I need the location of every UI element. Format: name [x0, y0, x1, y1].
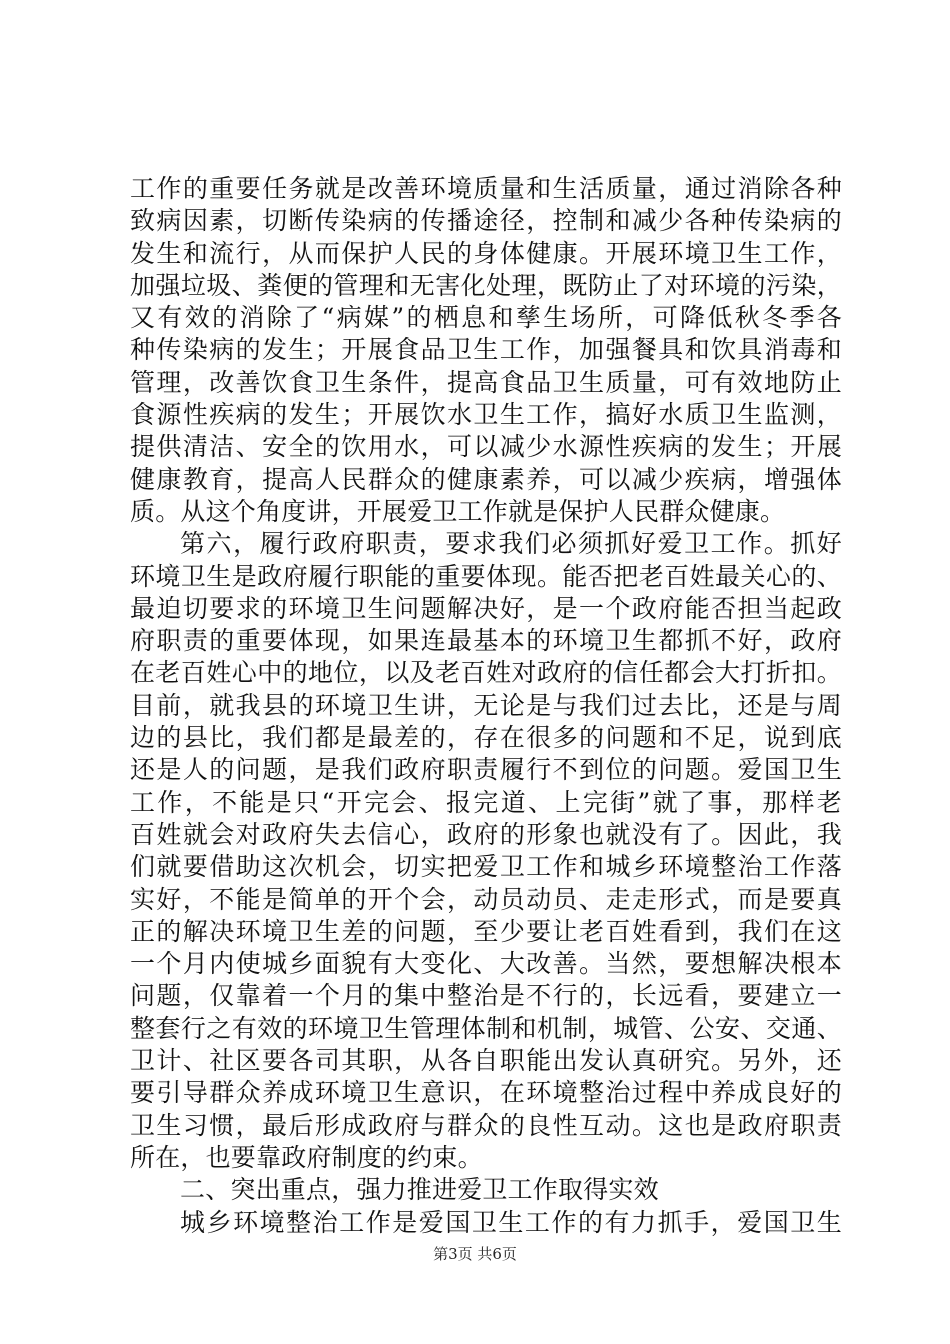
text-line: 种传染病的发生；开展食品卫生工作，加强餐具和饮具消毒和 [130, 335, 842, 365]
text-line: 提供清洁、安全的饮用水，可以减少水源性疾病的发生；开展 [130, 432, 842, 462]
text-line: 百姓就会对政府失去信心，政府的形象也就没有了。因此，我 [130, 819, 842, 849]
text-line: 发生和流行，从而保护人民的身体健康。开展环境卫生工作， [130, 238, 842, 268]
text-line: 加强垃圾、粪便的管理和无害化处理，既防止了对环境的污染， [130, 270, 842, 300]
text-line: 正的解决环境卫生差的问题，至少要让老百姓看到，我们在这 [130, 916, 842, 946]
text-line: 卫计、社区要各司其职，从各自职能出发认真研究。另外，还 [130, 1046, 842, 1076]
text-line: 管理，改善饮食卫生条件，提高食品卫生质量，可有效地防止 [130, 367, 842, 397]
text-line: 实好，不能是简单的开个会，动员动员、走走形式，而是要真 [130, 884, 842, 914]
text-line: 一个月内使城乡面貌有大变化、大改善。当然，要想解决根本 [130, 949, 842, 979]
text-line: 环境卫生是政府履行职能的重要体现。能否把老百姓最关心的、 [130, 561, 842, 591]
text-line: 健康教育，提高人民群众的健康素养，可以减少疾病，增强体 [130, 464, 842, 494]
text-line: 最迫切要求的环境卫生问题解决好，是一个政府能否担当起政 [130, 593, 842, 623]
text-line: 们就要借助这次机会，切实把爱卫工作和城乡环境整治工作落 [130, 852, 842, 882]
text-line: 质。从这个角度讲，开展爱卫工作就是保护人民群众健康。 [130, 496, 786, 526]
text-line: 问题，仅靠着一个月的集中整治是不行的，长远看，要建立一 [130, 981, 842, 1011]
text-line: 二、突出重点，强力推进爱卫工作取得实效 [180, 1175, 659, 1205]
text-line: 边的县比，我们都是最差的，存在很多的问题和不足，说到底 [130, 723, 842, 753]
text-line: 所在，也要靠政府制度的约束。 [130, 1142, 483, 1172]
text-line: 在老百姓心中的地位，以及老百姓对政府的信任都会大打折扣。 [130, 658, 842, 688]
text-line: 又有效的消除了“病媒”的栖息和孳生场所，可降低秋冬季各 [130, 303, 842, 333]
document-body [130, 173, 842, 1239]
text-line: 目前，就我县的环境卫生讲，无论是与我们过去比，还是与周 [130, 690, 842, 720]
text-line: 还是人的问题，是我们政府职责履行不到位的问题。爱国卫生 [130, 755, 842, 785]
text-line: 府职责的重要体现，如果连最基本的环境卫生都抓不好，政府 [130, 626, 842, 656]
text-line: 工作，不能是只“开完会、报完道、上完街”就了事，那样老 [130, 787, 842, 817]
text-line: 第六，履行政府职责，要求我们必须抓好爱卫工作。抓好 [180, 529, 842, 559]
text-line: 城乡环境整治工作是爱国卫生工作的有力抓手，爱国卫生 [180, 1207, 842, 1237]
text-line: 整套行之有效的环境卫生管理体制和机制，城管、公安、交通、 [130, 1013, 842, 1043]
text-line: 致病因素，切断传染病的传播途径，控制和减少各种传染病的 [130, 206, 842, 236]
text-line: 工作的重要任务就是改善环境质量和生活质量，通过消除各种 [130, 174, 842, 203]
text-line: 卫生习惯，最后形成政府与群众的良性互动。这也是政府职责 [130, 1110, 842, 1140]
page-footer: 第3页 共6页 [433, 1245, 517, 1263]
text-line: 食源性疾病的发生；开展饮水卫生工作，搞好水质卫生监测， [130, 400, 842, 430]
text-line: 要引导群众养成环境卫生意识，在环境整治过程中养成良好的 [130, 1078, 842, 1108]
